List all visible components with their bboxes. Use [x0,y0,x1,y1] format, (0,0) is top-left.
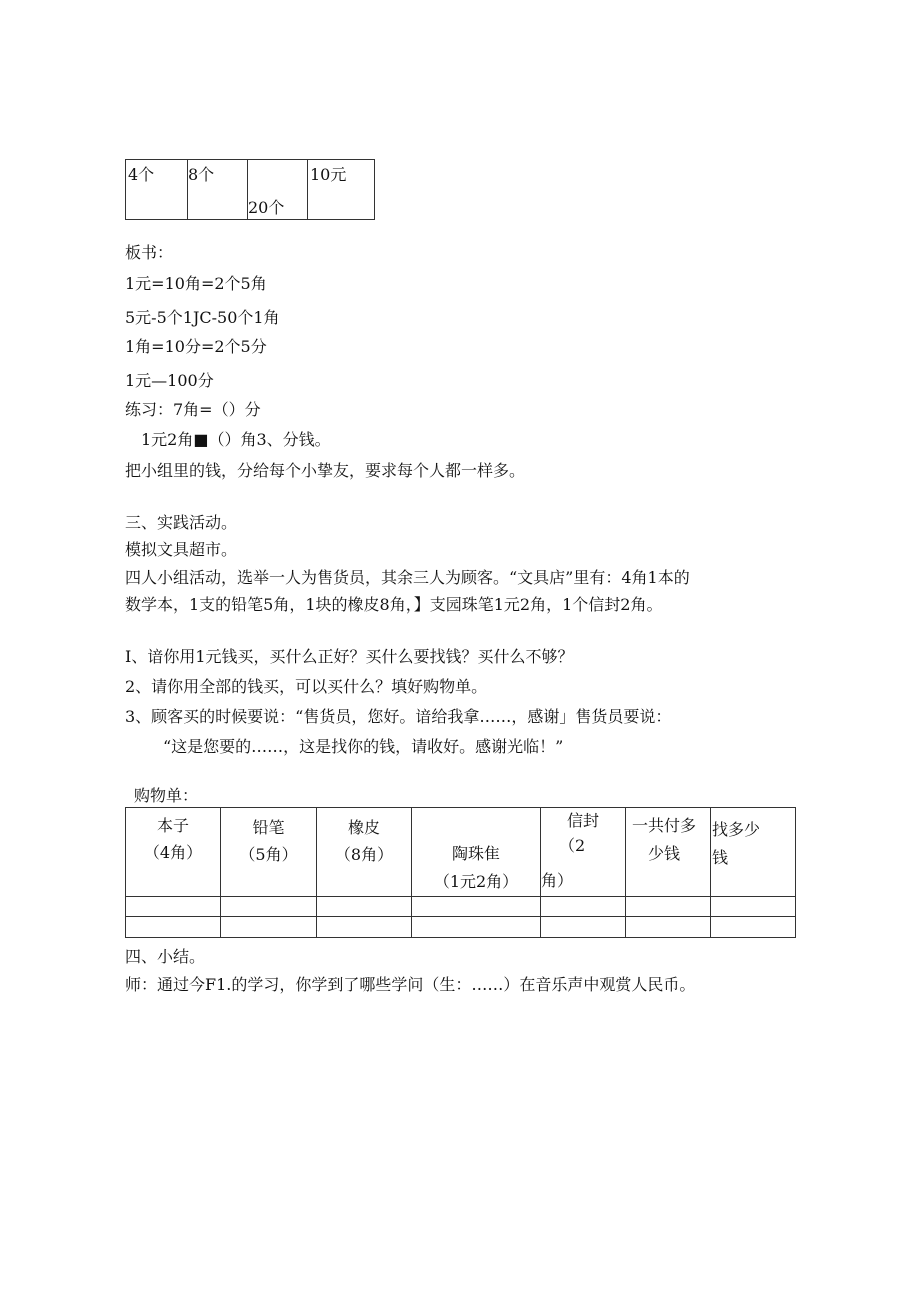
board-heading: 板书： [125,243,174,262]
board-line: 5元-5个1JC-50个1角 [125,308,280,327]
header-price: （4角） [143,843,203,862]
table-cell [626,897,711,917]
table-cell [188,160,248,220]
table-cell [126,897,221,917]
shopping-table [125,807,796,938]
table-cell [412,917,541,938]
shopping-title: 购物单： [134,786,199,805]
section-subheading: 模拟文具超市。 [125,540,238,559]
table-cell [626,917,711,938]
header-name: 信封 [566,811,599,830]
practice-line: 1元2角■（）角3、分钱。 [141,430,331,449]
table-row [126,897,796,917]
header-change [711,808,796,897]
header-ballpen [412,808,541,897]
cell-text: 4个 [128,165,155,184]
header-eraser [317,808,412,897]
header-text: 找多少 [712,820,761,839]
header-name: 本子 [156,816,189,835]
summary-line: 师：通过今F1.的学习，你学到了哪些学问（生：……）在音乐声中观赏人民币。 [125,975,696,994]
table-cell [412,897,541,917]
table-cell [126,160,188,220]
task-line: I、谙你用1元钱买，买什么正好？买什么要找钱？买什么不够？ [125,647,574,666]
practice-line: 练习：7角=（）分 [125,400,261,419]
table-cell [317,897,412,917]
header-price: （5角） [239,845,298,864]
header-total-paid [626,808,711,897]
table-cell [126,917,221,938]
table-cell [711,917,796,938]
paragraph-line: 四人小组活动，选举一人为售货员，其余三人为顾客。“文具店”里有：4角1本的 [125,568,690,587]
task-line: 3、顾客买的时候要说：“售货员，您好。谙给我拿……，感谢」售货员要说： [125,707,672,726]
top-table [125,159,375,220]
paragraph-line: 数学本，1支的铅笔5角，1块的橡皮8角，】支园珠笔1元2角，1个信封2角。 [125,595,663,614]
table-cell [221,897,317,917]
task-line: “这是您要的……，这是找你的钱，请收好。感谢光临！” [163,737,564,756]
table-cell [541,917,626,938]
header-envelope [541,808,626,897]
header-pencil [221,808,317,897]
practice-line: 把小组里的钱，分给每个小挚友，要求每个人都一样多。 [125,461,526,480]
header-text: 少钱 [648,844,681,863]
header-notebook [126,808,221,897]
table-row [126,917,796,938]
board-line: 1元=10角=2个5角 [125,274,267,293]
section-heading: 四、小结。 [125,947,206,966]
table-cell [248,160,308,220]
header-price: 角） [541,871,574,890]
board-line: 1元—100分 [125,371,214,390]
table-header-row [126,808,796,897]
header-price: （2 [559,836,586,855]
table-cell [221,917,317,938]
table-cell [711,897,796,917]
header-price: （1元2角） [433,872,519,891]
section-heading: 三、实践活动。 [125,513,238,532]
cell-text: 10元 [310,165,347,184]
table-cell [541,897,626,917]
header-name: 铅笔 [252,818,285,837]
header-name: 橡皮 [347,818,380,837]
task-line: 2、请你用全部的钱买，可以买什么？填好购物单。 [125,677,488,696]
cell-text: 8个 [188,165,215,184]
table-row [126,160,375,220]
header-name: 陶珠隹 [451,844,500,863]
table-cell [308,160,375,220]
board-line: 1角=10分=2个5分 [125,337,267,356]
cell-text: 20个 [248,198,285,217]
header-price: （8角） [334,845,394,864]
header-text: 钱 [712,848,729,867]
header-text: 一共付多 [632,816,697,835]
table-cell [317,917,412,938]
